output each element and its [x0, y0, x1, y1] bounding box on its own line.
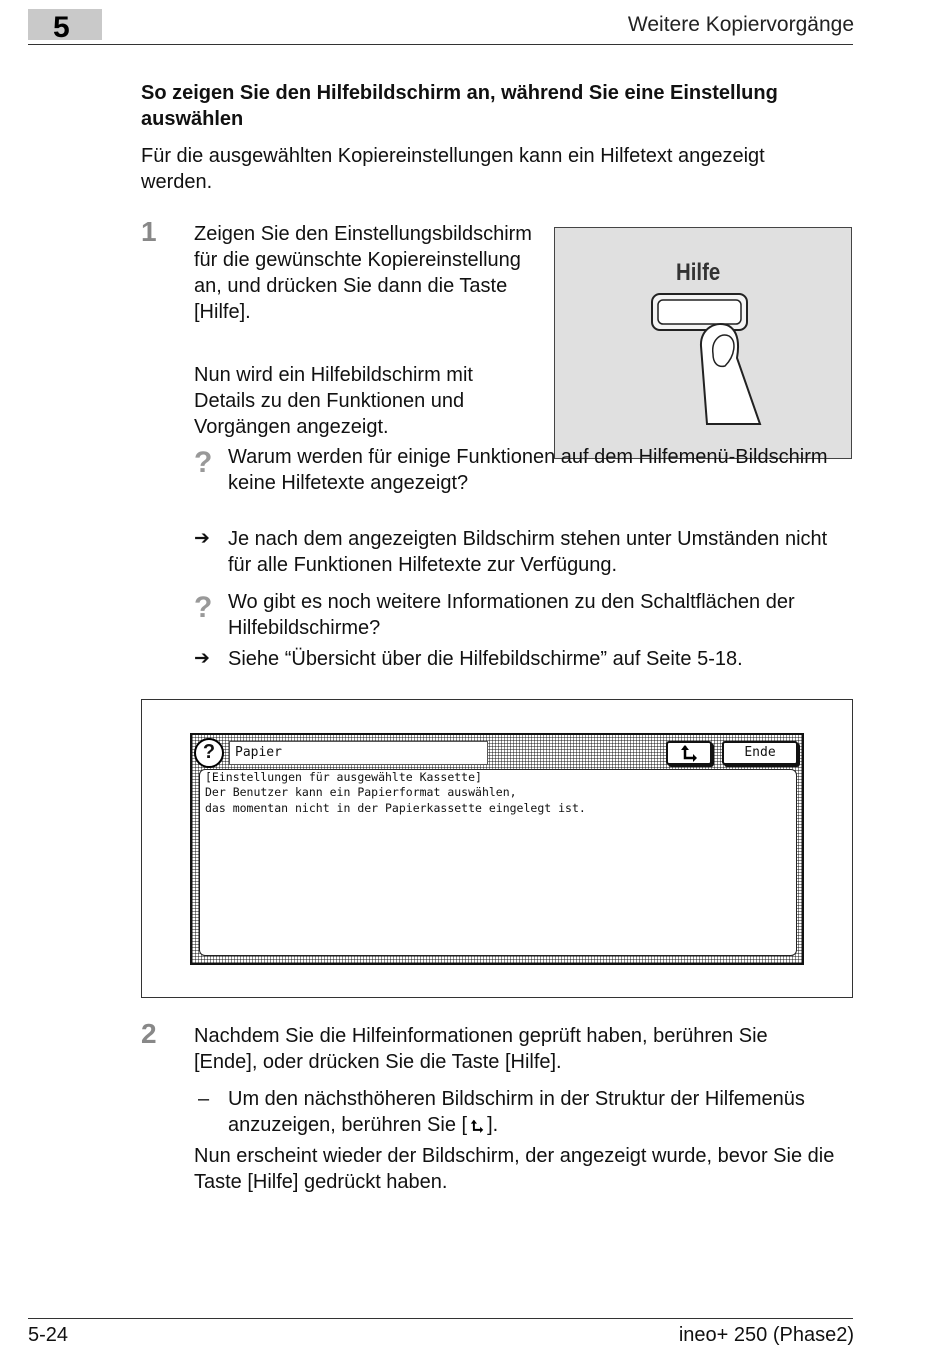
- help-text-line: Der Benutzer kann ein Papierformat auswählen,: [205, 785, 517, 799]
- help-question-icon: ?: [194, 738, 224, 768]
- step1-instruction: Zeigen Sie den Einstellungsbildschirm für die gewünschte Kopiereinstellung an, und drücken Sie dann die Taste [Hilfe].: [194, 223, 532, 323]
- up-level-icon: [679, 744, 699, 762]
- question-2: Wo gibt es noch weitere Informationen zu den Schaltflächen der Hilfebildschirme?: [228, 591, 795, 639]
- product-name: ineo+ 250 (Phase2): [678, 1324, 854, 1346]
- help-key-label: Hilfe: [676, 259, 721, 286]
- up-level-icon: [469, 1119, 485, 1133]
- running-header-title: Weitere Kopiervorgänge: [627, 13, 854, 36]
- step2-instruction: Nachdem Sie die Hilfeinformationen geprüft haben, berühren Sie [Ende], oder drücken Sie die Taste [Hilfe].: [194, 1025, 768, 1073]
- step-number-2: 2: [141, 1018, 157, 1049]
- question-1: Warum werden für einige Funktionen auf dem Hilfemenü-Bildschirm keine Hilfetexte angezeigt?: [228, 446, 828, 494]
- header-rule: [28, 44, 853, 45]
- up-level-button[interactable]: [666, 741, 712, 765]
- answer-2: Siehe “Übersicht über die Hilfebildschirme” auf Seite 5-18.: [228, 648, 743, 670]
- step2-sub-instruction: [228, 1086, 853, 1138]
- footer-rule: [28, 1318, 853, 1319]
- arrow-icon: ➔: [194, 528, 210, 549]
- page-number: 5-24: [28, 1324, 69, 1346]
- sub-text-after: ].: [487, 1114, 499, 1136]
- help-text-line: das momentan nicht in der Papierkassette eingelegt ist.: [205, 801, 586, 815]
- intro-paragraph: Für die ausgewählten Kopiereinstellungen kann ein Hilfetext angezeigt werden.: [141, 145, 765, 193]
- question-icon: ?: [194, 591, 213, 624]
- dash-bullet: –: [198, 1088, 210, 1110]
- step-number-1: 1: [141, 216, 157, 247]
- answer-1: Je nach dem angezeigten Bildschirm stehen unter Umständen nicht für alle Funktionen Hilfetexte zur Verfügung.: [228, 528, 828, 576]
- question-icon: ?: [194, 446, 213, 479]
- help-title: Papier: [235, 745, 282, 760]
- chapter-number: 5: [53, 11, 70, 44]
- step1-result: Nun wird ein Hilfebildschirm mit Details zu den Funktionen und Vorgängen angezeigt.: [194, 364, 473, 438]
- section-heading: So zeigen Sie den Hilfebildschirm an, während Sie eine Einstellung auswählen: [141, 82, 778, 130]
- end-button[interactable]: Ende: [722, 741, 798, 765]
- step2-result: Nun erscheint wieder der Bildschirm, der angezeigt wurde, bevor Sie die Taste [Hilfe] gedrückt haben.: [194, 1145, 835, 1193]
- arrow-icon: ➔: [194, 648, 210, 669]
- sub-text-before: Um den nächsthöheren Bildschirm in der Struktur der Hilfemenüs anzuzeigen, berühren Sie [: [228, 1088, 805, 1136]
- help-text-line: [Einstellungen für ausgewählte Kassette]: [205, 770, 482, 784]
